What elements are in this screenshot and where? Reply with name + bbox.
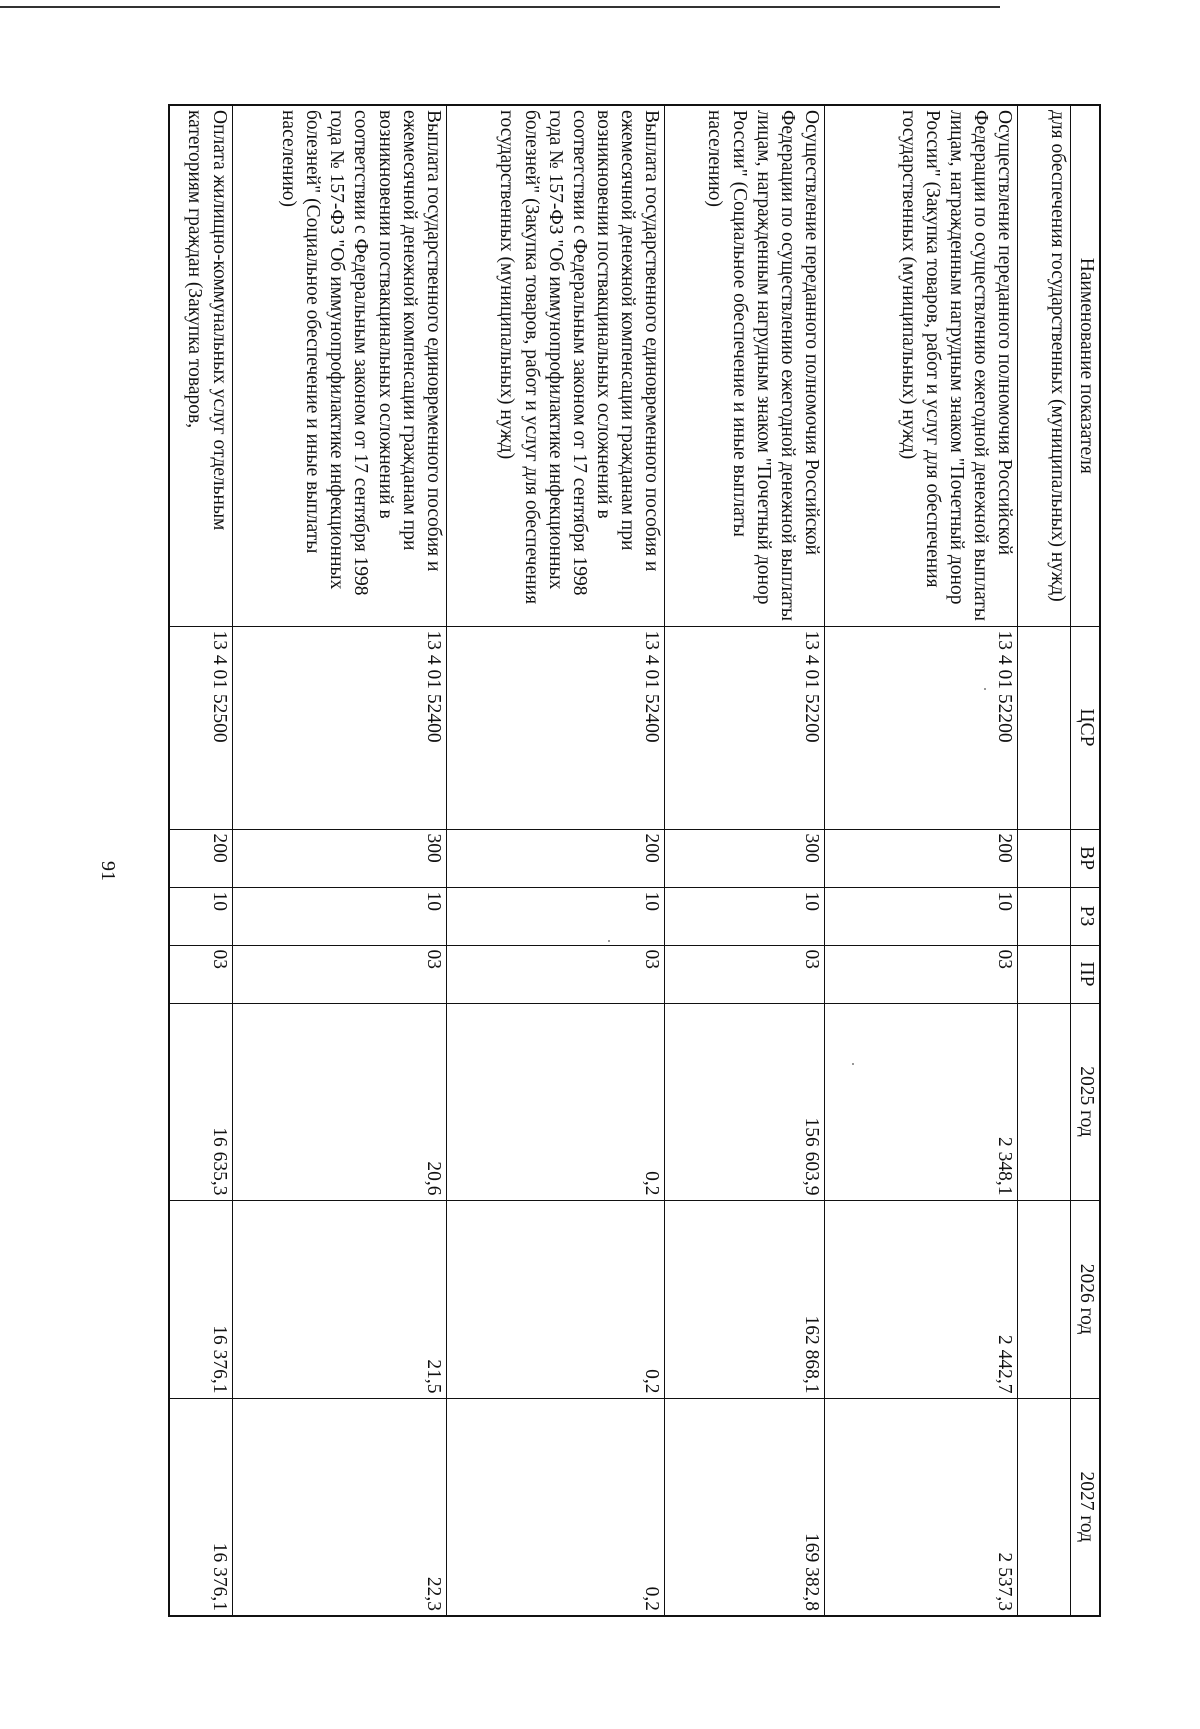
- cell-csr: [1018, 626, 1071, 829]
- cell-2026: 16 376,1: [169, 1200, 232, 1398]
- cell-vr: [1018, 829, 1071, 887]
- cell-rz: 10: [232, 887, 446, 945]
- cell-pr: 03: [232, 945, 446, 1003]
- table-row: [1018, 105, 1071, 1616]
- cell-rz: 10: [446, 887, 665, 945]
- cell-vr: 200: [169, 829, 232, 887]
- table-row: [446, 105, 665, 1616]
- col-header-rz: РЗ: [1071, 887, 1101, 945]
- cell-2026: 2 442,7: [825, 1200, 1018, 1398]
- cell-pr: [1018, 945, 1071, 1003]
- col-header-pr: ПР: [1071, 945, 1101, 1003]
- cell-2027: 2 537,3: [825, 1398, 1018, 1616]
- cell-2025: 2 348,1: [825, 1003, 1018, 1200]
- cell-2027: [1018, 1398, 1071, 1616]
- cell-vr: 200: [825, 829, 1018, 887]
- table-row: [169, 105, 232, 1616]
- cell-2025: 156 603,9: [665, 1003, 825, 1200]
- table-row: [825, 105, 1018, 1616]
- cell-name: для обеспечения государственных (муниципальных) нужд): [1018, 105, 1071, 626]
- cell-csr: 13 4 01 52500: [169, 626, 232, 829]
- cell-name: Выплата государственного единовременного пособия и ежемесячной денежной компенсации гражданам при возникновении поствакцинальных осложнений в соответствии с Федеральным законом от 17 сентября 1998 года № 157-ФЗ "Об иммунопрофилактике инфекционных болезней" (Социальное обеспечение и иные выплаты населению): [232, 105, 446, 626]
- cell-rz: 10: [825, 887, 1018, 945]
- cell-2026: 162 868,1: [665, 1200, 825, 1398]
- cell-2027: 0,2: [446, 1398, 665, 1616]
- col-header-name: Наименование показателя: [1071, 105, 1101, 626]
- budget-table: [168, 104, 1101, 1617]
- cell-name: Оплата жилищно-коммунальных услуг отдельным категориям граждан (Закупка товаров,: [169, 105, 232, 626]
- cell-name: Выплата государственного единовременного пособия и ежемесячной денежной компенсации гражданам при возникновении поствакцинальных осложнений в соответствии с Федеральным законом от 17 сентября 1998 года № 157-ФЗ "Об иммунопрофилактике инфекционных болезней" (Закупка товаров, работ и услуг для обеспечения государственных (муниципальных) нужд): [446, 105, 665, 626]
- cell-pr: 03: [825, 945, 1018, 1003]
- cell-rz: [1018, 887, 1071, 945]
- col-header-2027: 2027 год: [1071, 1398, 1101, 1616]
- cell-2025: 16 635,3: [169, 1003, 232, 1200]
- cell-vr: 300: [232, 829, 446, 887]
- col-header-2025: 2025 год: [1071, 1003, 1101, 1200]
- cell-2025: 0,2: [446, 1003, 665, 1200]
- col-header-csr: ЦСР: [1071, 626, 1101, 829]
- cell-csr: 13 4 01 52400: [232, 626, 446, 829]
- cell-rz: 10: [665, 887, 825, 945]
- cell-2025: 20,6: [232, 1003, 446, 1200]
- cell-csr: 13 4 01 52200: [665, 626, 825, 829]
- rotated-table-wrapper: [168, 104, 1101, 1615]
- cell-csr: 13 4 01 52200: [825, 626, 1018, 829]
- cell-csr: 13 4 01 52400: [446, 626, 665, 829]
- top-border-line: [0, 6, 1000, 8]
- col-header-vr: ВР: [1071, 829, 1101, 887]
- cell-pr: 03: [446, 945, 665, 1003]
- header-row: [1071, 105, 1101, 1616]
- cell-2026: 0,2: [446, 1200, 665, 1398]
- page-number: 91: [97, 861, 119, 881]
- cell-2027: 169 382,8: [665, 1398, 825, 1616]
- table-row: [665, 105, 825, 1616]
- cell-vr: 200: [446, 829, 665, 887]
- col-header-2026: 2026 год: [1071, 1200, 1101, 1398]
- cell-vr: 300: [665, 829, 825, 887]
- cell-2026: [1018, 1200, 1071, 1398]
- table-row: [232, 105, 446, 1616]
- cell-rz: 10: [169, 887, 232, 945]
- cell-2027: 22,3: [232, 1398, 446, 1616]
- cell-name: Осуществление переданного полномочия Российской Федерации по осуществлению ежегодной денежной выплаты лицам, награжденным нагрудным знаком "Почетный донор России" (Закупка товаров, работ и услуг для обеспечения государственных (муниципальных) нужд): [825, 105, 1018, 626]
- cell-name: Осуществление переданного полномочия Российской Федерации по осуществлению ежегодной денежной выплаты лицам, награжденным нагрудным знаком "Почетный донор России" (Социальное обеспечение и иные выплаты населению): [665, 105, 825, 626]
- cell-2027: 16 376,1: [169, 1398, 232, 1616]
- cell-2026: 21,5: [232, 1200, 446, 1398]
- cell-pr: 03: [665, 945, 825, 1003]
- cell-2025: [1018, 1003, 1071, 1200]
- cell-pr: 03: [169, 945, 232, 1003]
